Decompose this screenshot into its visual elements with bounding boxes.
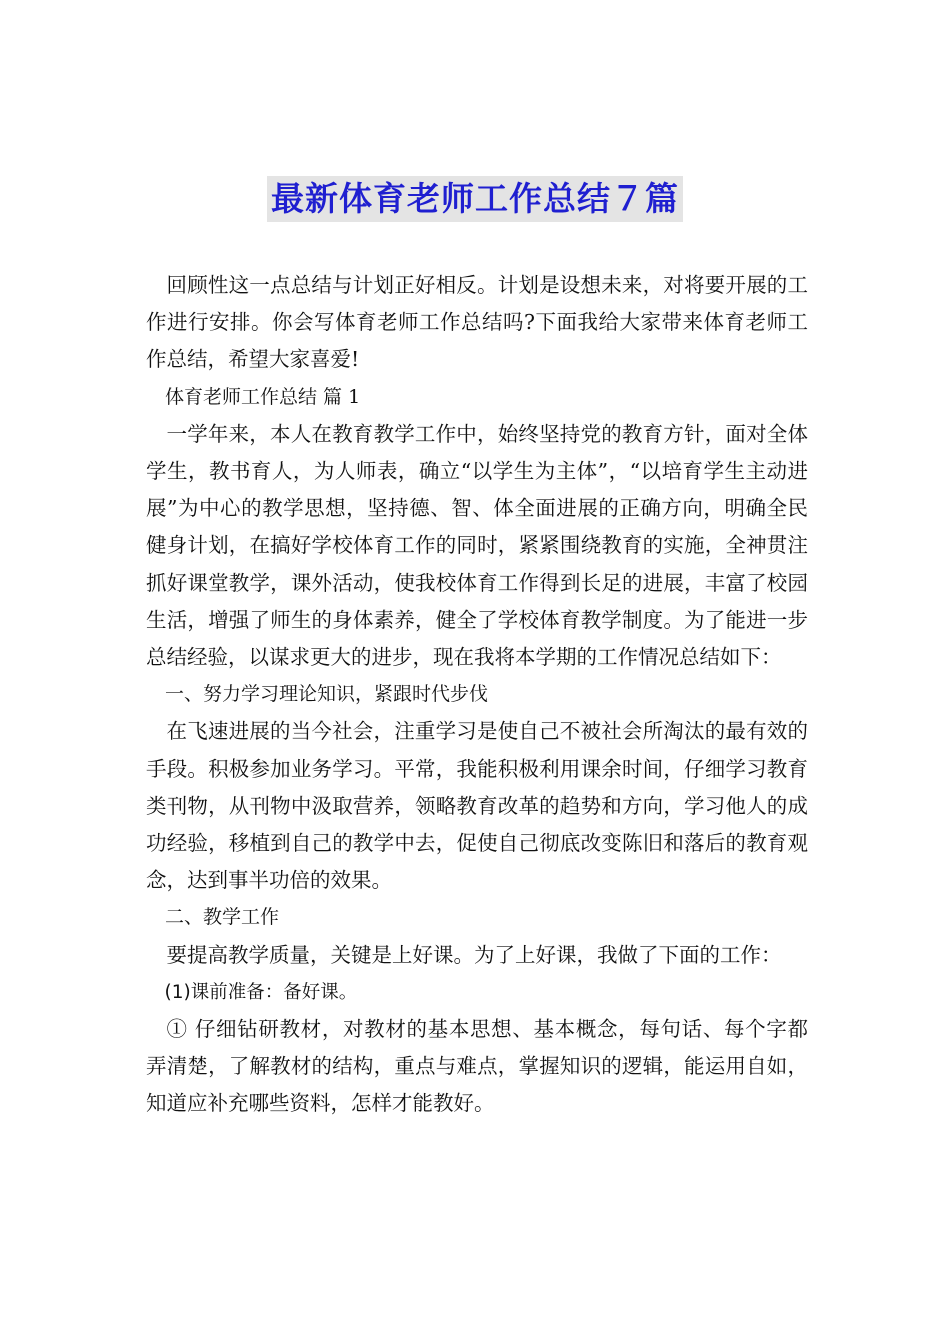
teaching-paragraph: 要提高教学质量，关键是上好课。为了上好课，我做了下面的工作： (166, 942, 782, 967)
document-title: 最新体育老师工作总结７篇 (267, 176, 683, 222)
subsection-heading-prep: (1)课前准备：备好课。 (164, 981, 358, 1003)
section-heading-theory: 一、努力学习理论知识，紧跟时代步伐 (165, 683, 489, 706)
summary-paragraph: 一学年来，本人在教育教学工作中，始终坚持党的教育方针，面对全体学生，教书育人，为人师表，确立“以学生为主体”，“以培育学生主动进展”为中心的教学思想，坚持德、智、体全面进展的正确方向，明确全民健身计划，在搞好学校体育工作的同时，紧紧围绕教育的实施，全神贯注抓好课堂教学，课外活动，使我校体育工作得到长足的进展，丰富了校园生活，增强了师生的身体素养，健全了学校体育教学制度。为了能进一步总结经验，以谋求更大的进步，现在我将本学期的工作情况总结如下： (146, 421, 808, 670)
title-block (0, 176, 950, 222)
theory-paragraph: 在飞速进展的当今社会，注重学习是使自己不被社会所淘汰的最有效的手段。积极参加业务学习。平常，我能积极利用课余时间，仔细学习教育类刊物，从刊物中汲取营养，领略教育改革的趋势和方向，学习他人的成功经验，移植到自己的教学中去，促使自己彻底改变陈旧和落后的教育观念，达到事半功倍的效果。 (146, 719, 808, 893)
intro-paragraph: 回顾性这一点总结与计划正好相反。计划是设想未来，对将要开展的工作进行安排。你会写体育老师工作总结吗?下面我给大家带来体育老师工作总结，希望大家喜爱! (146, 273, 808, 372)
document-body (146, 267, 808, 1123)
section-heading-teaching: 二、教学工作 (165, 906, 280, 929)
section-heading-part1: 体育老师工作总结 篇 1 (165, 385, 361, 408)
list-item: ① 仔细钻研教材，对教材的基本思想、基本概念，每句话、每个字都弄清楚，了解教材的结构，重点与难点，掌握知识的逻辑，能运用自如，知道应补充哪些资料，怎样才能教好。 (146, 1017, 808, 1116)
